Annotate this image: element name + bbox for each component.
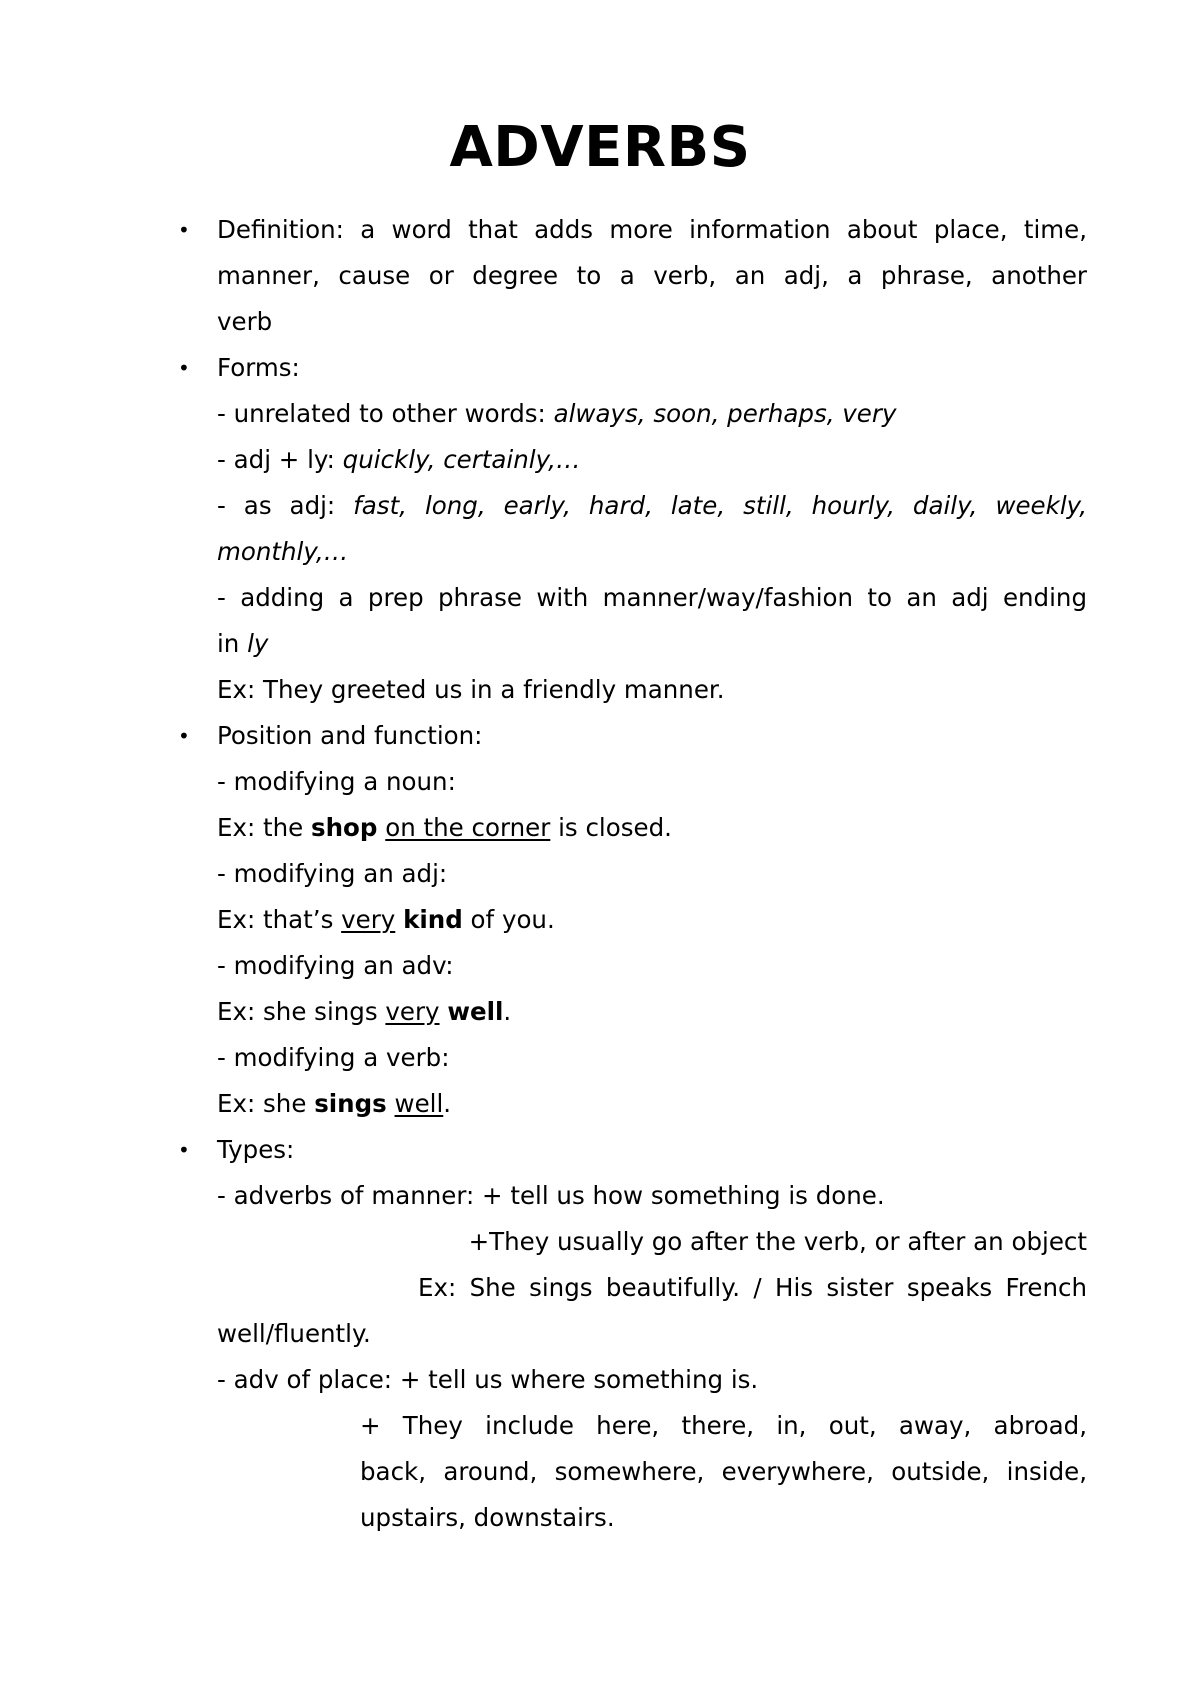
example-text: Ex: the xyxy=(217,813,312,842)
example-head-word: shop xyxy=(311,813,378,842)
types-manner-line-3: Ex: She sings beautifully. / His sister speaks French xyxy=(418,1273,1087,1302)
forms-unrelated-line xyxy=(217,391,1087,437)
example-head-word: sings xyxy=(314,1089,387,1118)
position-verb-label: - modifying a verb: xyxy=(217,1043,450,1072)
example-head-word: well xyxy=(447,997,504,1026)
example-modifier: very xyxy=(341,905,396,934)
definition-line-3: verb xyxy=(217,307,273,336)
position-verb-example xyxy=(217,1081,1087,1127)
types-place-line-1: - adv of place: + tell us where something is. xyxy=(217,1365,759,1394)
example-text: of you. xyxy=(462,905,555,934)
bullet-marker: • xyxy=(178,356,190,380)
types-place-line-4: upstairs, downstairs. xyxy=(360,1503,615,1532)
types-manner-line-1: - adverbs of manner: + tell us how something is done. xyxy=(217,1181,885,1210)
example-text: is closed. xyxy=(550,813,672,842)
example-modifier: on the corner xyxy=(385,813,551,842)
example-text: . xyxy=(443,1089,452,1118)
position-adj-label: - modifying an adj: xyxy=(217,859,448,888)
position-adj-example xyxy=(217,897,1087,943)
types-place-line-3: back, around, somewhere, everywhere, outside, inside, xyxy=(360,1457,1087,1486)
position-heading: Position and function: xyxy=(217,721,483,750)
position-noun-example xyxy=(217,805,1087,851)
forms-heading: Forms: xyxy=(217,353,300,382)
forms-as-adj-examples-cont: monthly,… xyxy=(217,537,349,566)
forms-adj-ly-line xyxy=(217,437,1087,483)
position-noun-label: - modifying a noun: xyxy=(217,767,456,796)
bullet-marker: • xyxy=(178,218,190,242)
example-text: Ex: she sings xyxy=(217,997,386,1026)
example-modifier: very xyxy=(385,997,440,1026)
forms-adj-ly-label: - adj + ly: xyxy=(217,445,343,474)
bullet-marker: • xyxy=(178,724,190,748)
bullet-marker: • xyxy=(178,1138,190,1162)
types-heading: Types: xyxy=(217,1135,295,1164)
types-manner-line-4: well/fluently. xyxy=(217,1319,371,1348)
document-title: ADVERBS xyxy=(449,115,751,180)
forms-prep-in: in xyxy=(217,629,248,658)
forms-adj-ly-examples: quickly, certainly,… xyxy=(342,445,581,474)
forms-as-adj-label: - as adj: xyxy=(217,491,354,520)
example-text: Ex: she xyxy=(217,1089,315,1118)
forms-as-adj-line xyxy=(217,483,1087,529)
example-space xyxy=(387,1089,395,1118)
definition-line-2: manner, cause or degree to a verb, an adj, a phrase, another xyxy=(217,261,1087,290)
definition-line-1: Definition: a word that adds more information about place, time, xyxy=(217,215,1087,244)
example-head-word: kind xyxy=(403,905,463,934)
example-text: Ex: that’s xyxy=(217,905,342,934)
example-text: . xyxy=(503,997,512,1026)
forms-as-adj-examples: fast, long, early, hard, late, still, hourly, daily, weekly, xyxy=(353,491,1088,520)
position-adv-example xyxy=(217,989,1087,1035)
example-space xyxy=(395,905,403,934)
types-place-line-2: + They include here, there, in, out, away, abroad, xyxy=(360,1411,1087,1440)
forms-prep-line-2 xyxy=(217,621,1087,667)
forms-prep-example: Ex: They greeted us in a friendly manner. xyxy=(217,675,725,704)
position-adv-label: - modifying an adv: xyxy=(217,951,454,980)
forms-prep-ly: ly xyxy=(247,629,269,658)
forms-unrelated-examples: always, soon, perhaps, very xyxy=(553,399,897,428)
forms-prep-line-1: - adding a prep phrase with manner/way/fashion to an adj ending xyxy=(217,583,1087,612)
example-modifier: well xyxy=(394,1089,444,1118)
forms-unrelated-label: - unrelated to other words: xyxy=(217,399,554,428)
types-manner-line-2: +They usually go after the verb, or after an object xyxy=(468,1227,1087,1256)
